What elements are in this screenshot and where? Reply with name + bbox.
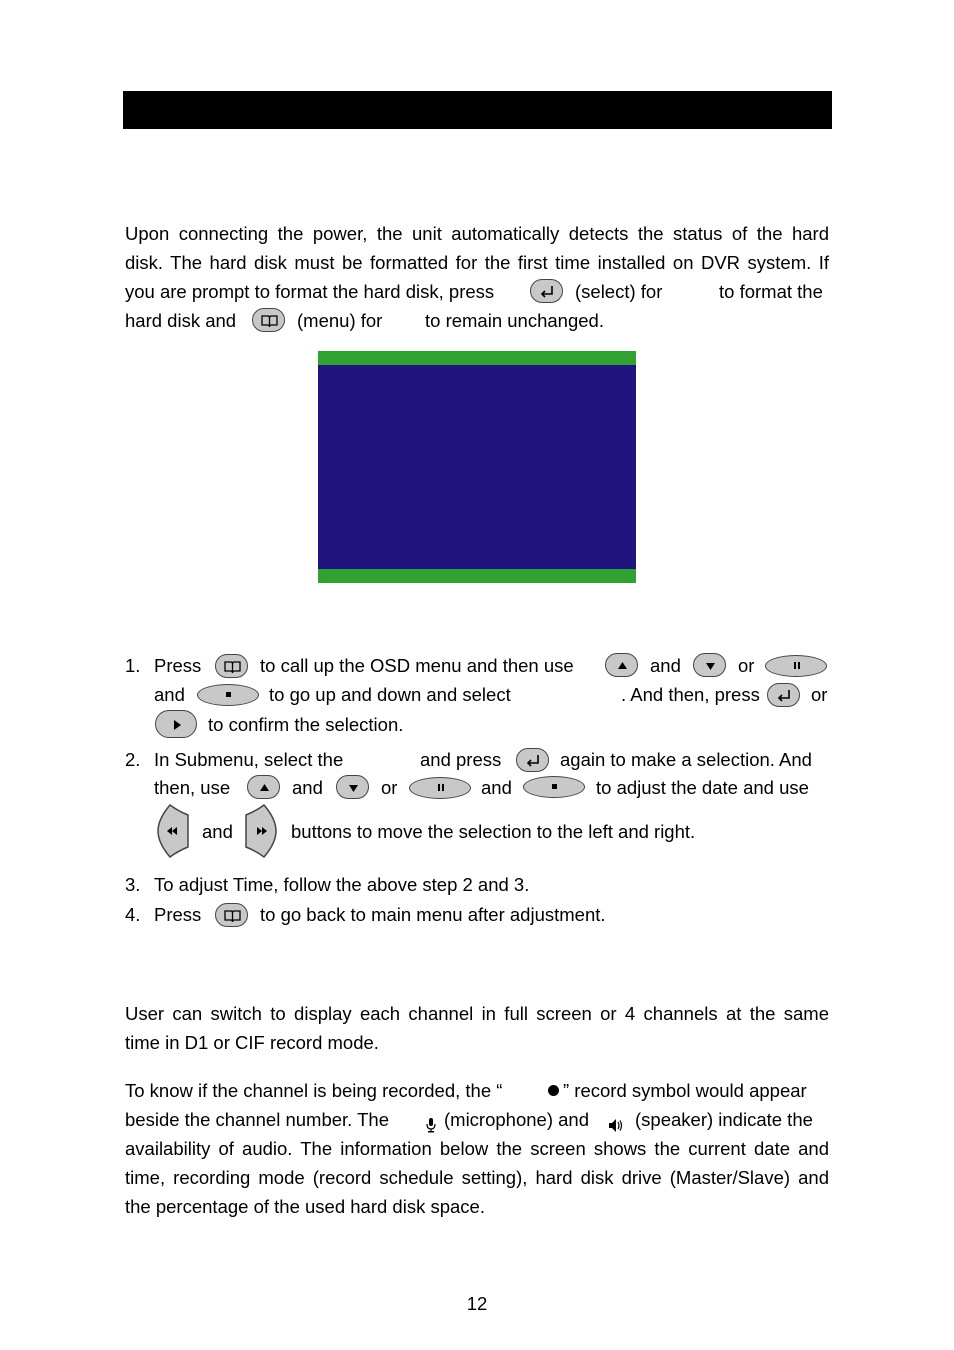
step-text: and press: [420, 749, 502, 770]
right-arrow-icon: [155, 710, 197, 738]
step-1-line-3: [125, 710, 829, 740]
step-text: to go up and down and select: [269, 684, 511, 705]
display-paragraph-1: [125, 999, 829, 1057]
step-text: and: [481, 777, 512, 798]
intro-line: disk. The hard disk must be formatted for the first time installed on DVR system. If: [125, 252, 829, 273]
step-text: or: [381, 777, 398, 798]
display-text: To know if the channel is being recorded, the “: [125, 1080, 503, 1101]
display-line: time in D1 or CIF record mode.: [125, 1032, 379, 1053]
up-arrow-icon: [605, 653, 638, 677]
osd-format-screen: [318, 351, 636, 583]
step-2-line-3: [125, 803, 829, 861]
step-text: again to make a selection. And: [560, 749, 812, 770]
step-2-line-2: [125, 773, 829, 803]
select-enter-icon: [767, 683, 800, 707]
section-header-bar: [123, 91, 832, 129]
menu-book-icon: [215, 903, 248, 927]
step-1: [125, 651, 829, 681]
step-number: 1.: [125, 655, 141, 676]
display-line: User can switch to display each channel in full screen or 4 channels at the same: [125, 1003, 829, 1024]
step-text: and: [154, 684, 185, 705]
pause-icon: [765, 655, 827, 677]
up-arrow-icon: [247, 775, 280, 799]
step-text: to confirm the selection.: [208, 714, 404, 735]
step-1-line-2: [125, 680, 829, 710]
intro-text: (menu) for: [297, 310, 383, 331]
intro-line: Upon connecting the power, the unit automatically detects the status of the hard: [125, 223, 829, 244]
record-dot-icon: [548, 1085, 559, 1096]
page-number: 12: [466, 1293, 488, 1314]
display-line: time, recording mode (record schedule setting), hard disk drive (Master/Slave) and: [125, 1167, 829, 1188]
display-text: (speaker) indicate the: [635, 1109, 813, 1130]
step-text: In Submenu, select the: [154, 749, 344, 770]
step-text: or: [738, 655, 755, 676]
menu-book-icon: [252, 308, 285, 332]
down-arrow-icon: [336, 775, 369, 799]
display-text: beside the channel number. The: [125, 1109, 389, 1130]
down-arrow-icon: [693, 653, 726, 677]
step-text: or: [811, 684, 828, 705]
step-text: to go back to main menu after adjustment.: [260, 904, 606, 925]
step-text: and: [292, 777, 323, 798]
intro-paragraph: [125, 219, 829, 339]
step-3: [125, 870, 829, 900]
display-line: the percentage of the used hard disk space.: [125, 1196, 485, 1217]
step-text: and: [202, 821, 233, 842]
intro-text: hard disk and: [125, 310, 237, 331]
fast-forward-icon: [244, 803, 278, 859]
display-text: ” record symbol would appear: [563, 1080, 807, 1101]
step-text: to call up the OSD menu and then use: [260, 655, 574, 676]
step-text: to adjust the date and use: [596, 777, 809, 798]
step-text: To adjust Time, follow the above step 2 and 3.: [154, 874, 530, 895]
step-text: then, use: [154, 777, 231, 798]
intro-text: you are prompt to format the hard disk, press: [125, 281, 495, 302]
intro-text: (select) for: [575, 281, 663, 302]
step-text: . And then, press: [621, 684, 760, 705]
select-enter-icon: [516, 748, 549, 772]
step-number: 3.: [125, 874, 141, 895]
osd-bottom-bar: [318, 569, 636, 583]
step-text: and: [650, 655, 681, 676]
intro-text: to remain unchanged.: [425, 310, 604, 331]
step-number: 2.: [125, 749, 141, 770]
pause-icon: [409, 777, 471, 799]
step-4: [125, 900, 829, 930]
menu-book-icon: [215, 654, 248, 678]
step-2: [125, 745, 829, 775]
step-text: Press: [154, 655, 202, 676]
display-line: availability of audio. The information below the screen shows the current date and: [125, 1138, 829, 1159]
select-enter-icon: [530, 279, 563, 303]
step-text: Press: [154, 904, 202, 925]
stop-icon: [523, 776, 585, 798]
display-paragraph-2: [125, 1076, 829, 1221]
rewind-icon: [156, 803, 190, 859]
step-text: buttons to move the selection to the left and right.: [291, 821, 696, 842]
step-number: 4.: [125, 904, 141, 925]
intro-text: to format the: [719, 281, 823, 302]
stop-icon: [197, 684, 259, 706]
osd-top-bar: [318, 351, 636, 365]
display-text: (microphone) and: [444, 1109, 589, 1130]
